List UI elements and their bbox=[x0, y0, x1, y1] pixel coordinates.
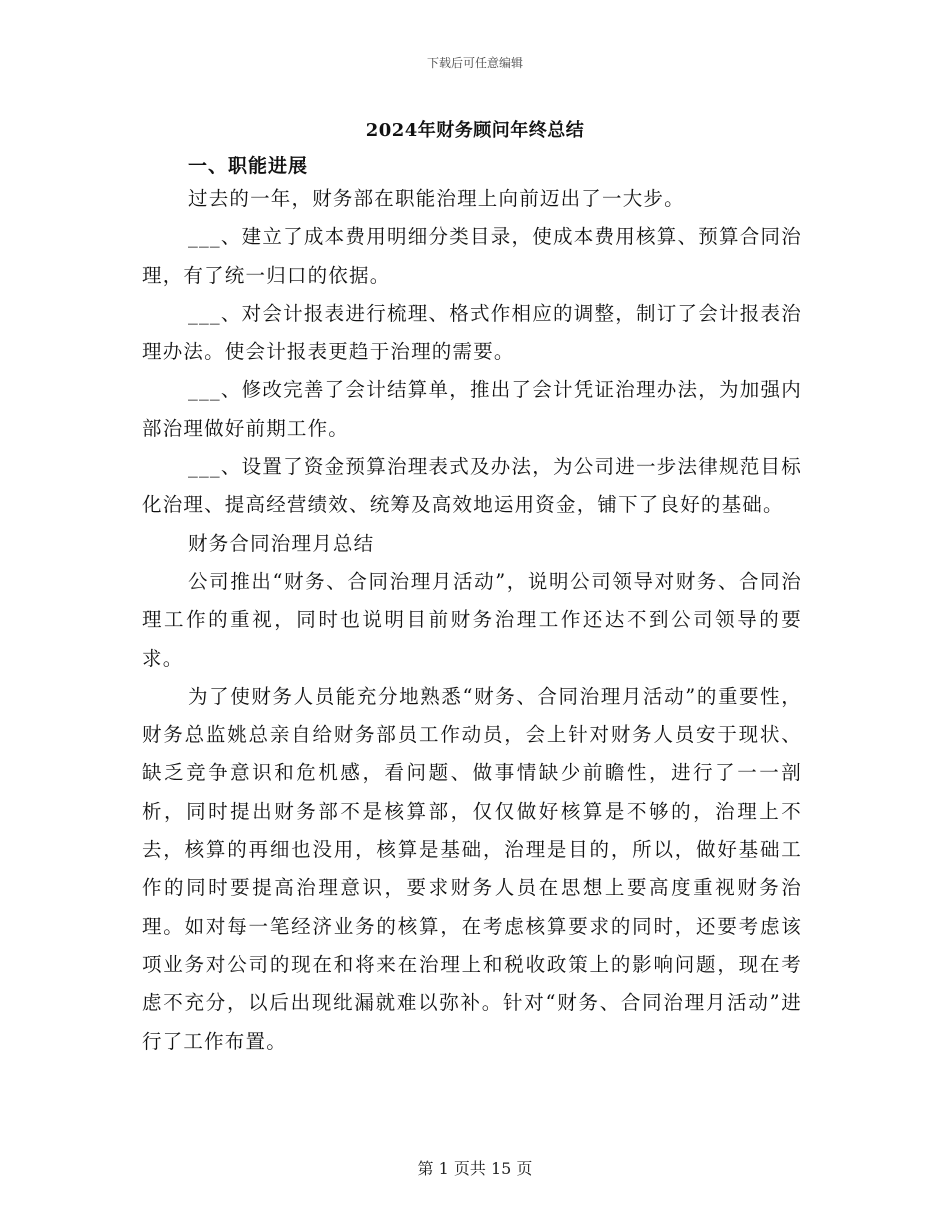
paragraph-intro: 过去的一年，财务部在职能治理上向前迈出了一大步。 bbox=[188, 187, 685, 210]
page-number-footer: 第 1 页共 15 页 bbox=[417, 1159, 533, 1178]
subsection-title: 财务合同治理月总结 bbox=[188, 531, 375, 555]
paragraph-item-3: ___、修改完善了会计结算单，推出了会计凭证治理办法，为加强内部治理做好前期工作。 bbox=[142, 378, 802, 440]
document-title: 2024年财务顾问年终总结 bbox=[365, 120, 585, 141]
paragraph-activity: 公司推出“财务、合同治理月活动”，说明公司领导对财务、合同治理工作的重视，同时也说明目前财务治理工作还达不到公司领导的要求。 bbox=[142, 569, 802, 670]
header-note: 下载后可任意编辑 bbox=[426, 56, 523, 70]
document-body bbox=[142, 180, 802, 1061]
paragraph-item-1: ___、建立了成本费用明细分类目录，使成本费用核算、预算合同治理，有了统一归口的依据。 bbox=[142, 225, 802, 287]
section-heading: 一、职能进展 bbox=[188, 155, 309, 177]
paragraph-item-2: ___、对会计报表进行梳理、格式作相应的调整，制订了会计报表治理办法。使会计报表更趋于治理的需要。 bbox=[142, 301, 802, 364]
paragraph-item-4: ___、设置了资金预算治理表式及办法，为公司进一步法律规范目标化治理、提高经营绩效、统筹及高效地运用资金，铺下了良好的基础。 bbox=[142, 455, 802, 517]
paragraph-details: 为了使财务人员能充分地熟悉“财务、合同治理月活动”的重要性，财务总监姚总亲自给财务部员工作动员，会上针对财务人员安于现状、缺乏竞争意识和危机感，看问题、做事情缺少前瞻性，进行了一一剖析，同时提出财务部不是核算部，仅仅做好核算是不够的，治理上不去，核算的再细也没用，核算是基础，治理是目的，所以，做好基础工作的同时要提高治理意识，要求财务人员在思想上要高度重视财务治理。如对每一笔经济业务的核算，在考虑核算要求的同时，还要考虑该项业务对公司的现在和将来在治理上和税收政策上的影响问题，现在考虑不充分，以后出现纰漏就难以弥补。针对“财务、合同治理月活动”进行了工作布置。 bbox=[142, 684, 802, 1053]
